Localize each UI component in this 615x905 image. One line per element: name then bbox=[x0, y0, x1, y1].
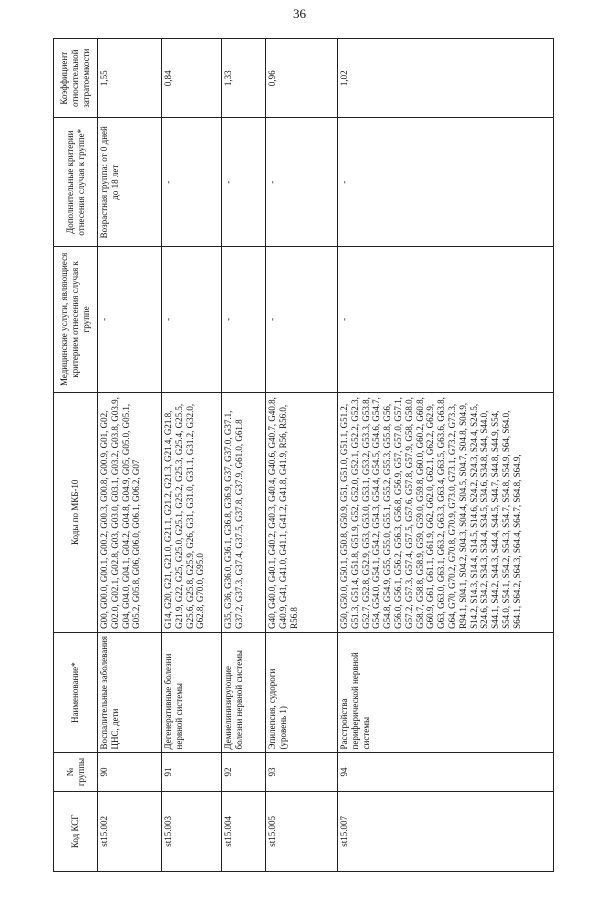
cell-num: 90 bbox=[98, 753, 162, 791]
cell-num: 94 bbox=[338, 753, 554, 791]
cell-services: - bbox=[162, 247, 222, 393]
cell-code: st15.007 bbox=[338, 791, 554, 871]
cell-name: Расстройства периферической нервной системы bbox=[338, 632, 554, 753]
header-num: № группы bbox=[54, 753, 98, 791]
cell-criteria: - bbox=[266, 118, 338, 247]
cell-mkb: G00, G00.0, G00.1, G00.2, G00.3, G00.8, G00.9, G01, G02, G02.0, G02.1, G02.8, G03, G03.0, G03.1, G03.2, G03.8, G03.9, G04, G04.0, G04.1, G04.2, G04.8, G04.9, G05, G05.0, G05.1, G05.2, G05.8, G06, G06.0, G06.1, G06.2, G07 bbox=[98, 392, 162, 632]
header-mkb: Коды по МКБ-10 bbox=[54, 392, 98, 632]
rotated-table-container bbox=[53, 38, 553, 872]
cell-criteria: Возрастная группа: от 0 дней до 18 лет bbox=[98, 118, 162, 247]
cell-coef: 1,02 bbox=[338, 39, 554, 118]
cell-mkb: G14, G20, G21, G21.0, G21.1, G21.2, G21.3, G21.4, G21.8, G21.9, G22, G25, G25.0, G25.1, G25.2, G25.3, G25.4, G25.5, G25.6, G25.8, G25.9, G26, G31, G31.0, G31.1, G31.2, G32.0, G62.8, G70.0, G95.0 bbox=[162, 392, 222, 632]
cell-name: Дегенеративные болезни нервной системы bbox=[162, 632, 222, 753]
cell-code: st15.004 bbox=[222, 791, 266, 871]
cell-code: st15.003 bbox=[162, 791, 222, 871]
table-header-row bbox=[54, 39, 98, 872]
cell-services: - bbox=[266, 247, 338, 393]
cell-services: - bbox=[338, 247, 554, 393]
cell-coef: 1,33 bbox=[222, 39, 266, 118]
header-coef: Коэффициент относительной затратоемкости bbox=[54, 39, 98, 118]
header-name: Наименование* bbox=[54, 632, 98, 753]
cell-coef: 1,55 bbox=[98, 39, 162, 118]
cell-name: Эпилепсия, судороги (уровень 1) bbox=[266, 632, 338, 753]
cell-services: - bbox=[98, 247, 162, 393]
cell-code: st15.002 bbox=[98, 791, 162, 871]
cell-criteria: - bbox=[338, 118, 554, 247]
cell-num: 91 bbox=[162, 753, 222, 791]
table-row bbox=[338, 39, 554, 872]
cell-services: - bbox=[222, 247, 266, 393]
header-code: Код КСГ bbox=[54, 791, 98, 871]
table-row bbox=[222, 39, 266, 872]
cell-num: 92 bbox=[222, 753, 266, 791]
table-row bbox=[98, 39, 162, 872]
ksg-table bbox=[53, 38, 554, 872]
table-row bbox=[162, 39, 222, 872]
table-row bbox=[266, 39, 338, 872]
cell-coef: 0,96 bbox=[266, 39, 338, 118]
cell-coef: 0,84 bbox=[162, 39, 222, 118]
page-number: 36 bbox=[293, 6, 306, 21]
header-criteria: Дополнительные критерии отнесения случая к группе* bbox=[54, 118, 98, 247]
cell-criteria: - bbox=[162, 118, 222, 247]
cell-name: Воспалительные заболевания ЦНС, дети bbox=[98, 632, 162, 753]
header-services: Медицинские услуги, являющиеся критерием отнесения случая к группе bbox=[54, 247, 98, 393]
cell-code: st15.005 bbox=[266, 791, 338, 871]
cell-num: 93 bbox=[266, 753, 338, 791]
cell-mkb: G40, G40.0, G40.1, G40.2, G40.3, G40.4, G40.6, G40.7, G40.8, G40.9, G41, G41.0, G41.1, G41.2, G41.8, G41.9, R56, R56.0, R56.8 bbox=[266, 392, 338, 632]
cell-mkb: G50, G50.0, G50.1, G50.8, G50.9, G51, G51.0, G51.1, G51.2, G51.3, G51.4, G51.8, G51.9, G52, G52.0, G52.1, G52.2, G52.3, G52.7, G52.8, G52.9, G53, G53.0, G53.1, G53.2, G53.3, G53.8, G54, G54.0, G54.1, G54.2, G54.3, G54.4, G54.5, G54.6, G54.7, G54.8, G54.9, G55, G55.0, G55.1, G55.2, G55.3, G55.8, G56, G56.0, G56.1, G56.2, G56.3, G56.8, G56.9, G57, G57.0, G57.1, G57.2, G57.3, G57.4, G57.5, G57.6, G57.8, G57.9, G58, G58.0, G58.7, G58.8, G58.9, G59, G59.0, G59.8, G60.0, G60.2, G60.8, G60.9, G61, G61.1, G61.9, G62, G62.0, G62.1, G62.2, G62.9, G63, G63.0, G63.1, G63.2, G63.3, G63.4, G63.5, G63.6, G63.8, G64, G70, G70.2, G70.8, G70.9, G73.0, G73.1, G73.2, G73.3, R94.1, S04.1, S04.2, S04.3, S04.4, S04.5, S04.7, S04.8, S04.9, S14.2, S14.3, S14.4, S14.5, S14.6, S24.2, S24.3, S24.4, S24.5, S24.6, S34.2, S34.3, S34.4, S34.5, S34.6, S34.8, S44, S44.0, S44.1, S44.2, S44.3, S44.4, S44.5, S44.7, S44.8, S44.9, S54, S54.0, S54.1, S54.2, S54.3, S54.7, S54.8, S54.9, S64, S64.0, S64.1, S64.2, S64.3, S64.4, S64.7, S64.8, S64.9, bbox=[338, 392, 554, 632]
cell-mkb: G35, G36, G36.0, G36.1, G36.8, G36.9, G37, G37.0, G37.1, G37.2, G37.3, G37.4, G37.5, G37.8, G37.9, G61.0, G61.8 bbox=[222, 392, 266, 632]
cell-criteria: - bbox=[222, 118, 266, 247]
cell-name: Демиелинизирующие болезни нервной системы bbox=[222, 632, 266, 753]
